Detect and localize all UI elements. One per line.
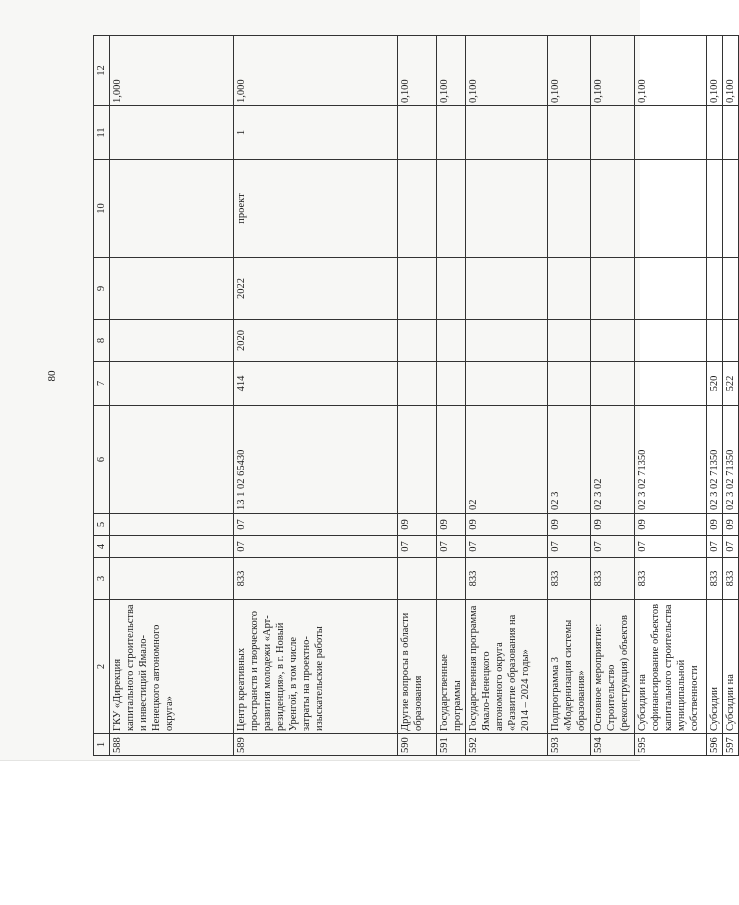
budget-table (93, 35, 739, 756)
cell-col-5: 07 (234, 514, 398, 536)
cell-col-3 (110, 558, 234, 600)
cell-col-8 (635, 320, 707, 362)
cell-col-5: 09 (437, 514, 466, 536)
cell-col-11 (591, 106, 635, 160)
table-row (707, 36, 723, 756)
cell-col-11 (707, 106, 723, 160)
cell-col-11 (466, 106, 548, 160)
cell-col-8 (437, 320, 466, 362)
cell-col-3: 833 (707, 558, 723, 600)
cell-col-6 (110, 406, 234, 514)
cell-col-6: 13 1 02 65430 (234, 406, 398, 514)
cell-col-9 (591, 258, 635, 320)
cell-col-5 (110, 514, 234, 536)
cell-col-6 (398, 406, 437, 514)
cell-col-10 (591, 160, 635, 258)
cell-col-9 (466, 258, 548, 320)
cell-col-1: 589 (234, 734, 398, 756)
table-row (234, 36, 398, 756)
column-header-8: 8 (94, 320, 110, 362)
cell-col-7 (591, 362, 635, 406)
cell-col-4: 07 (635, 536, 707, 558)
cell-col-3: 833 (548, 558, 591, 600)
column-header-3: 3 (94, 558, 110, 600)
cell-col-9 (110, 258, 234, 320)
cell-col-12: 0,100 (437, 36, 466, 106)
cell-col-1: 592 (466, 734, 548, 756)
cell-col-4: 07 (398, 536, 437, 558)
cell-col-11 (110, 106, 234, 160)
cell-col-2: Субсидии на (723, 600, 739, 734)
cell-col-9: 2022 (234, 258, 398, 320)
cell-col-2: Государственная программа Ямало-Ненецкого автономного округа «Развитие образования на 2014 – 2024 годы» (466, 600, 548, 734)
cell-col-4: 07 (234, 536, 398, 558)
cell-col-10 (723, 160, 739, 258)
cell-col-1: 596 (707, 734, 723, 756)
cell-col-6: 02 3 02 71350 (723, 406, 739, 514)
cell-col-7: 520 (707, 362, 723, 406)
cell-col-8 (548, 320, 591, 362)
cell-col-9 (707, 258, 723, 320)
column-header-5: 5 (94, 514, 110, 536)
column-header-2: 2 (94, 600, 110, 734)
cell-col-1: 597 (723, 734, 739, 756)
cell-col-1: 593 (548, 734, 591, 756)
column-header-6: 6 (94, 406, 110, 514)
cell-col-12: 0,100 (398, 36, 437, 106)
cell-col-5: 09 (723, 514, 739, 536)
cell-col-7: 414 (234, 362, 398, 406)
page-number: 80 (46, 370, 58, 382)
cell-col-2: Государственные программы (437, 600, 466, 734)
cell-col-3: 833 (591, 558, 635, 600)
cell-col-12: 1,000 (234, 36, 398, 106)
cell-col-8 (591, 320, 635, 362)
table-row (110, 36, 234, 756)
cell-col-2: Субсидии (707, 600, 723, 734)
column-header-7: 7 (94, 362, 110, 406)
cell-col-7: 522 (723, 362, 739, 406)
cell-col-10 (398, 160, 437, 258)
cell-col-3: 833 (635, 558, 707, 600)
cell-col-7 (466, 362, 548, 406)
cell-col-1: 588 (110, 734, 234, 756)
cell-col-5: 09 (398, 514, 437, 536)
cell-col-6 (437, 406, 466, 514)
cell-col-4: 07 (591, 536, 635, 558)
column-header-9: 9 (94, 258, 110, 320)
cell-col-8: 2020 (234, 320, 398, 362)
rotated-table-container (93, 36, 736, 756)
cell-col-11 (548, 106, 591, 160)
cell-col-10 (707, 160, 723, 258)
cell-col-1: 594 (591, 734, 635, 756)
cell-col-9 (635, 258, 707, 320)
cell-col-4: 07 (707, 536, 723, 558)
table-row (398, 36, 437, 756)
table-row (723, 36, 739, 756)
cell-col-6: 02 3 02 (591, 406, 635, 514)
cell-col-2: Основное мероприятие: Строительство (реконструкция) объектов (591, 600, 635, 734)
cell-col-12: 0,100 (723, 36, 739, 106)
header-row (94, 36, 110, 756)
cell-col-3 (398, 558, 437, 600)
cell-col-6: 02 (466, 406, 548, 514)
cell-col-11 (398, 106, 437, 160)
column-header-1: 1 (94, 734, 110, 756)
cell-col-2: Другие вопросы в области образования (398, 600, 437, 734)
cell-col-7 (635, 362, 707, 406)
cell-col-6: 02 3 (548, 406, 591, 514)
cell-col-7 (437, 362, 466, 406)
cell-col-5: 09 (591, 514, 635, 536)
cell-col-7 (548, 362, 591, 406)
cell-col-10: проект (234, 160, 398, 258)
table-row (635, 36, 707, 756)
cell-col-11 (437, 106, 466, 160)
cell-col-8 (723, 320, 739, 362)
cell-col-5: 09 (548, 514, 591, 536)
cell-col-7 (398, 362, 437, 406)
cell-col-5: 09 (635, 514, 707, 536)
cell-col-3: 833 (723, 558, 739, 600)
cell-col-6: 02 3 02 71350 (635, 406, 707, 514)
table-row (437, 36, 466, 756)
cell-col-12: 0,100 (635, 36, 707, 106)
cell-col-7 (110, 362, 234, 406)
cell-col-2: Субсидии на софинансирование объектов капитального строительства муниципальной собственности (635, 600, 707, 734)
column-header-12: 12 (94, 36, 110, 106)
cell-col-9 (723, 258, 739, 320)
cell-col-8 (466, 320, 548, 362)
cell-col-8 (707, 320, 723, 362)
cell-col-12: 0,100 (548, 36, 591, 106)
cell-col-5: 09 (466, 514, 548, 536)
cell-col-10 (466, 160, 548, 258)
cell-col-9 (398, 258, 437, 320)
cell-col-9 (437, 258, 466, 320)
cell-col-2: ГКУ «Дирекция капитального строительства и инвестиций Ямало-Ненецкого автономного округа» (110, 600, 234, 734)
cell-col-4: 07 (548, 536, 591, 558)
table-row (466, 36, 548, 756)
cell-col-4: 07 (466, 536, 548, 558)
cell-col-12: 1,000 (110, 36, 234, 106)
cell-col-3: 833 (466, 558, 548, 600)
cell-col-8 (110, 320, 234, 362)
table-row (591, 36, 635, 756)
cell-col-1: 595 (635, 734, 707, 756)
column-header-4: 4 (94, 536, 110, 558)
column-header-10: 10 (94, 160, 110, 258)
cell-col-1: 591 (437, 734, 466, 756)
column-header-11: 11 (94, 106, 110, 160)
cell-col-1: 590 (398, 734, 437, 756)
table-row (548, 36, 591, 756)
cell-col-6: 02 3 02 71350 (707, 406, 723, 514)
cell-col-10 (635, 160, 707, 258)
cell-col-4 (110, 536, 234, 558)
cell-col-10 (110, 160, 234, 258)
table-body (110, 36, 739, 756)
cell-col-4: 07 (437, 536, 466, 558)
cell-col-5: 09 (707, 514, 723, 536)
cell-col-8 (398, 320, 437, 362)
cell-col-4: 07 (723, 536, 739, 558)
cell-col-3: 833 (234, 558, 398, 600)
cell-col-2: Подпрограмма 3 «Модернизация системы образования» (548, 600, 591, 734)
cell-col-11: 1 (234, 106, 398, 160)
cell-col-12: 0,100 (707, 36, 723, 106)
cell-col-9 (548, 258, 591, 320)
cell-col-10 (437, 160, 466, 258)
cell-col-11 (723, 106, 739, 160)
cell-col-11 (635, 106, 707, 160)
cell-col-12: 0,100 (591, 36, 635, 106)
cell-col-12: 0,100 (466, 36, 548, 106)
cell-col-10 (548, 160, 591, 258)
cell-col-3 (437, 558, 466, 600)
cell-col-2: Центр креативных пространств и творческого развития молодежи «Арт-резиденция», в г. Новый Уренгой, в том числе затраты на проектно-изыскательские работы (234, 600, 398, 734)
